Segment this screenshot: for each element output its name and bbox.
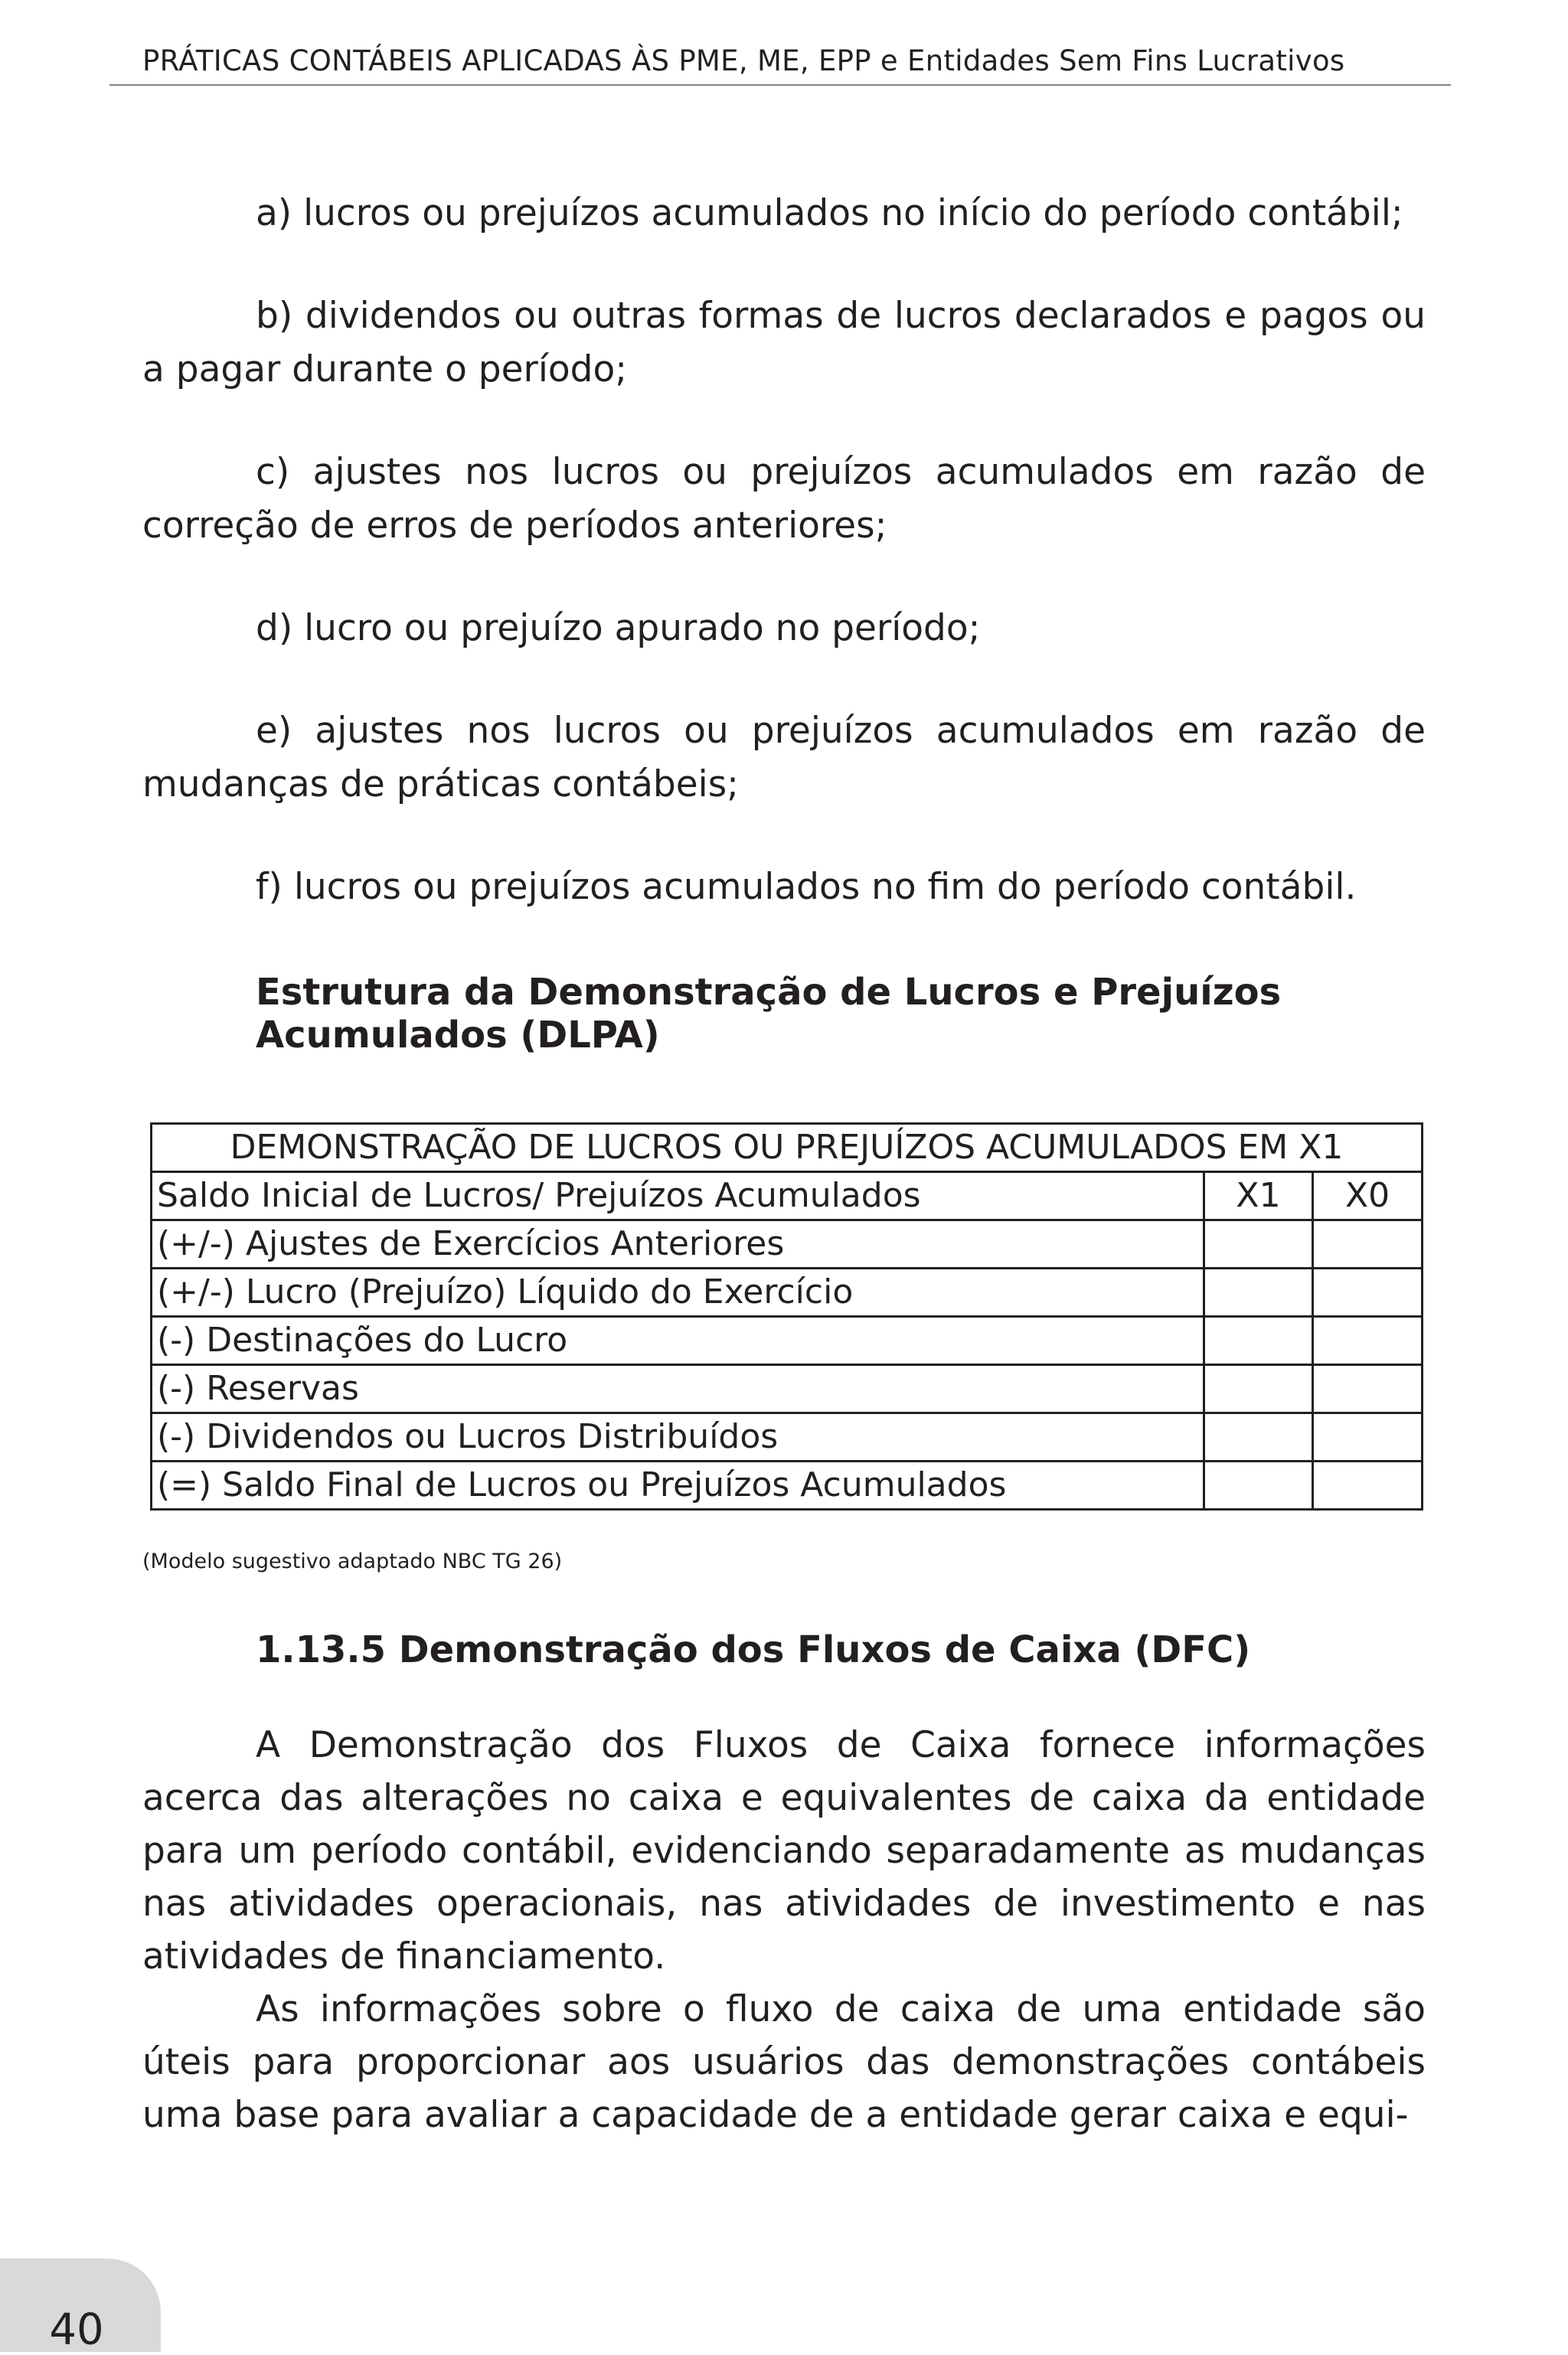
column-header-x1: X1 xyxy=(1204,1172,1313,1220)
subsection-title: 1.13.5 Demonstração dos Fluxos de Caixa (DFC) xyxy=(256,1628,1251,1671)
dlpa-table xyxy=(150,1122,1423,1511)
table-caption: DEMONSTRAÇÃO DE LUCROS OU PREJUÍZOS ACUMULADOS EM X1 xyxy=(152,1124,1423,1172)
table-cell-x0 xyxy=(1313,1269,1423,1317)
table-row xyxy=(152,1462,1423,1510)
table-row-label: (-) Destinações do Lucro xyxy=(152,1317,1204,1365)
table-cell-x0 xyxy=(1313,1365,1423,1413)
list-item-e: e) ajustes nos lucros ou prejuízos acumulados em razão de mudanças de práticas contábeis; xyxy=(142,710,1426,805)
list-item-a: a) lucros ou prejuízos acumulados no início do período contábil; xyxy=(256,192,1403,234)
table-row-label: (+/-) Lucro (Prejuízo) Líquido do Exercício xyxy=(152,1269,1204,1317)
page-content xyxy=(142,187,1426,2141)
header-rule xyxy=(109,84,1451,86)
table-row-label: (-) Dividendos ou Lucros Distribuídos xyxy=(152,1413,1204,1462)
section-title: Estrutura da Demonstração de Lucros e Prejuízos Acumulados (DLPA) xyxy=(256,971,1282,1057)
running-header: PRÁTICAS CONTÁBEIS APLICADAS ÀS PME, ME, EPP e Entidades Sem Fins Lucrativos xyxy=(142,44,1345,77)
table-row xyxy=(152,1172,1423,1220)
table-cell-x0 xyxy=(1313,1317,1423,1365)
list-item-b: b) dividendos ou outras formas de lucros declarados e pagos ou a pagar durante o período; xyxy=(142,295,1426,390)
list-item-c: c) ajustes nos lucros ou prejuízos acumulados em razão de correção de erros de períodos anteriores; xyxy=(142,451,1426,547)
table-cell-x1 xyxy=(1204,1317,1313,1365)
table-cell-x0 xyxy=(1313,1413,1423,1462)
table-cell-x1 xyxy=(1204,1413,1313,1462)
page-number: 40 xyxy=(49,2304,104,2355)
table-cell-x1 xyxy=(1204,1269,1313,1317)
table-cell-x1 xyxy=(1204,1220,1313,1269)
table-row xyxy=(152,1269,1423,1317)
column-header-x0: X0 xyxy=(1313,1172,1423,1220)
table-cell-x0 xyxy=(1313,1220,1423,1269)
source-note: (Modelo sugestivo adaptado NBC TG 26) xyxy=(142,1550,563,1573)
table-row xyxy=(152,1220,1423,1269)
table-row xyxy=(152,1413,1423,1462)
table-cell-x1 xyxy=(1204,1365,1313,1413)
table-caption-row xyxy=(152,1124,1423,1172)
table-row xyxy=(152,1365,1423,1413)
body-paragraph-1: A Demonstração dos Fluxos de Caixa fornece informações acerca das alterações no caixa e equivalentes de caixa da entidade para um período contábil, evidenciando separadamente as mudanças nas atividades operacionais, nas atividades de investimento e nas atividades de financiamento. xyxy=(142,1724,1426,1978)
table-cell-x1 xyxy=(1204,1462,1313,1510)
list-item-d: d) lucro ou prejuízo apurado no período; xyxy=(256,607,981,649)
table-row-label: Saldo Inicial de Lucros/ Prejuízos Acumulados xyxy=(152,1172,1204,1220)
table-cell-x0 xyxy=(1313,1462,1423,1510)
list-item-f: f) lucros ou prejuízos acumulados no fim do período contábil. xyxy=(256,866,1357,908)
table-row-label: (=) Saldo Final de Lucros ou Prejuízos Acumulados xyxy=(152,1462,1204,1510)
table-row-label: (-) Reservas xyxy=(152,1365,1204,1413)
table-row-label: (+/-) Ajustes de Exercícios Anteriores xyxy=(152,1220,1204,1269)
body-paragraph-2: As informações sobre o fluxo de caixa de uma entidade são úteis para proporcionar aos usuários das demonstrações contábeis uma base para avaliar a capacidade de a entidade gerar caixa e equi- xyxy=(142,1988,1426,2136)
table-row xyxy=(152,1317,1423,1365)
